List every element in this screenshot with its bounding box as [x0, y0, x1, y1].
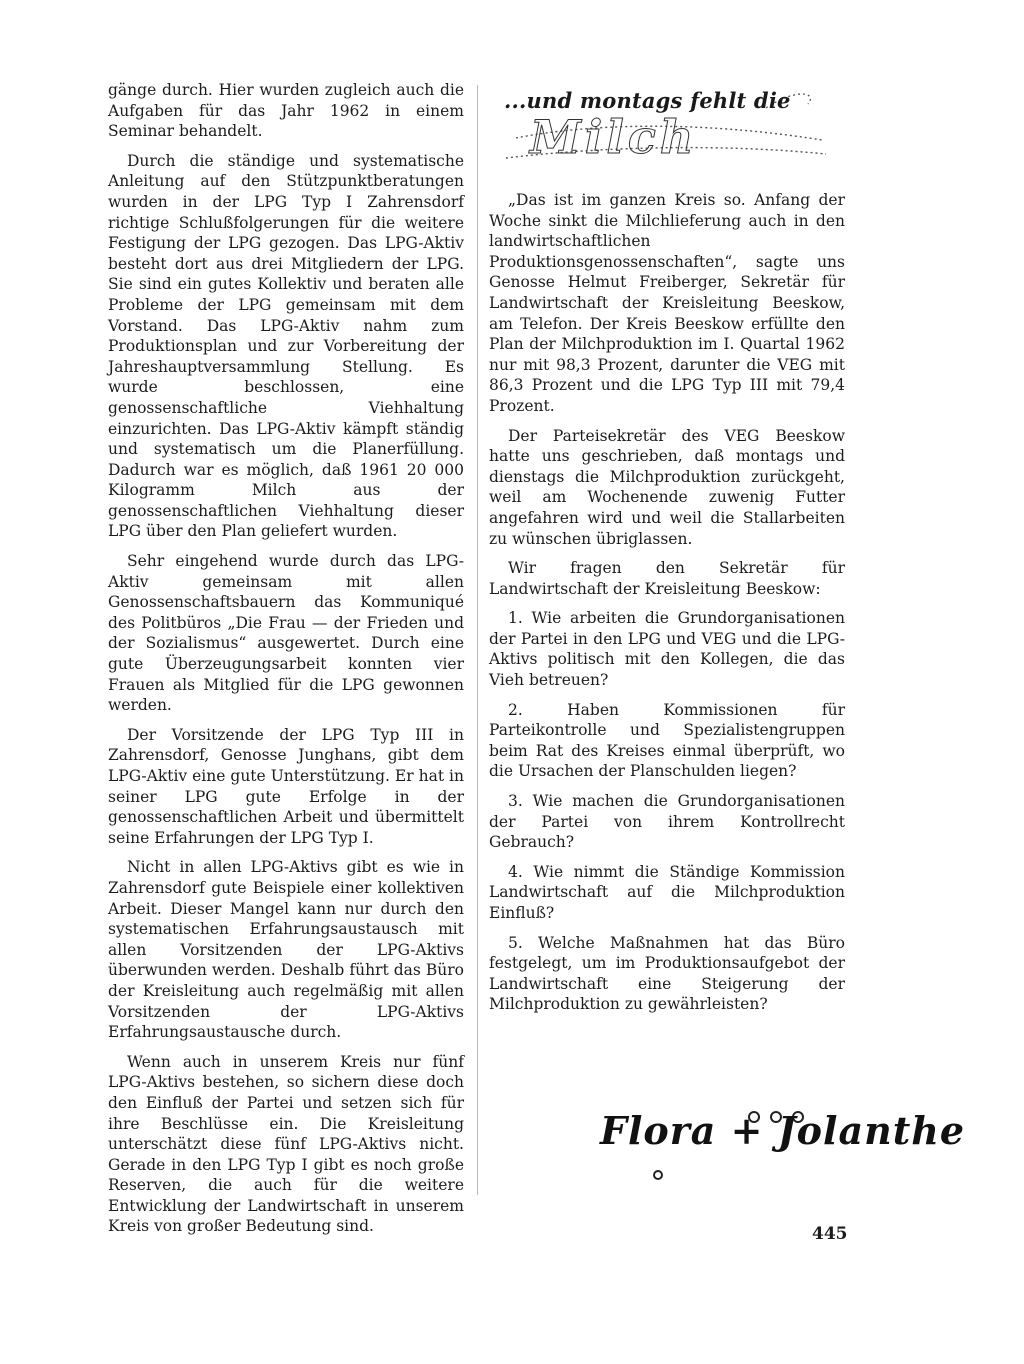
script-headline-word: Milch: [530, 110, 698, 164]
question-item: 2. Haben Kommissionen für Parteikontrolle und Spezialistengruppen beim Rat des Kreises einmal überprüft, wo die Ursachen der Planschulden liegen?: [489, 700, 845, 781]
article-heading: [496, 80, 836, 170]
question-item: 5. Welche Maßnahmen hat das Büro festgelegt, um im Produktionsaufgebot der Landwirtschaft eine Steigerung der Milchproduktion zu gewährleisten?: [489, 933, 845, 1014]
paragraph: Durch die ständige und systematische Anleitung auf den Stützpunktberatungen wurden in der LPG Typ I Zahrensdorf richtige Schlußfolgerungen für die weitere Festigung der LPG gezogen. Das LPG-Aktiv besteht dort aus drei Mitgliedern der LPG. Sie sind ein gutes Kollektiv und beraten alle Probleme der LPG gemeinsam mit dem Vorstand. Das LPG-Aktiv nahm zum Produktionsplan und zur Vorbereitung der Jahreshauptversammlung Stellung. Es wurde beschlossen, eine genossenschaftliche Viehhaltung einzurichten. Das LPG-Aktiv kämpft ständig und systematisch um die Planerfüllung. Dadurch war es möglich, daß 1961 20 000 Kilogramm Milch aus der genossenschaftlichen Viehhaltung dieser LPG über den Plan geliefert wurden.: [108, 151, 464, 541]
question-item: 1. Wie arbeiten die Grundorganisationen der Partei in den LPG und VEG und die LPG-Aktivs politisch mit den Kollegen, die das Vieh betreuen?: [489, 609, 845, 690]
paragraph: gänge durch. Hier wurden zugleich auch die Aufgaben für das Jahr 1962 in einem Seminar behandelt.: [108, 81, 464, 141]
paragraph: Der Parteisekretär des VEG Beeskow hatte uns geschrieben, daß montags und dienstags die Milchproduktion zurückgeht, weil am Wochenende zuwenig Futter angefahren wird und weil die Stallarbeiten zu wünschen übriglassen.: [489, 426, 845, 548]
author-signature: Flora + Jolanthe: [600, 1108, 966, 1153]
question-item: 4. Wie nimmt die Ständige Kommission Landwirtschaft auf die Milchproduktion Einfluß?: [489, 862, 845, 922]
paragraph: Sehr eingehend wurde durch das LPG-Aktiv gemeinsam mit allen Genossenschaftsbauern das Kommuniqué des Politbüros „Die Frau — der Frieden und der Sozialismus“ ausgewertet. Durch eine gute Überzeugungsarbeit konnten vier Frauen als Mitglied für die LPG gewonnen werden.: [108, 552, 464, 715]
column-divider: [477, 85, 478, 1195]
headline: ...und montags fehlt die: [504, 88, 791, 113]
question-item: 3. Wie machen die Grundorganisationen der Partei von ihrem Kontrollrecht Gebrauch?: [489, 792, 845, 852]
page-number: 445: [812, 1224, 848, 1244]
paragraph: Wenn auch in unserem Kreis nur fünf LPG-Aktivs bestehen, so sichern diese doch den Einfluß der Partei und setzen sich für ihre Beschlüsse ein. Die Kreisleitung unterschätzt diese fünf LPG-Aktivs nicht. Gerade in den LPG Typ I gibt es noch große Reserven, die auch für die weitere Entwicklung der Landwirtschaft in unserem Kreis von großer Bedeutung sind.: [108, 1052, 464, 1236]
paragraph: Wir fragen den Sekretär für Landwirtschaft der Kreisleitung Beeskow:: [489, 559, 845, 598]
left-article-column: [108, 80, 464, 1246]
paragraph: „Das ist im ganzen Kreis so. Anfang der Woche sinkt die Milchlieferung auch in den landwirtschaftlichen Produktionsgenossenschaften“, sagte uns Genosse Helmut Freiberger, Sekretär für Landwirtschaft der Kreisleitung Beeskow, am Telefon. Der Kreis Beeskow erfüllte den Plan der Milchproduktion im I. Quartal 1962 nur mit 98,3 Prozent, darunter die VEG mit 86,3 Prozent und die LPG Typ III mit 79,4 Prozent.: [489, 191, 845, 415]
right-article-column: [489, 190, 845, 1024]
paragraph: Nicht in allen LPG-Aktivs gibt es wie in Zahrensdorf gute Beispiele einer kollektiven Arbeit. Dieser Mangel kann nur durch den systematischen Erfahrungsaustausch mit allen Vorsitzenden der LPG-Aktivs überwunden werden. Deshalb führt das Büro der Kreisleitung auch regelmäßig mit allen Vorsitzenden der LPG-Aktivs Erfahrungsaustausche durch.: [108, 858, 464, 1042]
paragraph: Der Vorsitzende der LPG Typ III in Zahrensdorf, Genosse Junghans, gibt dem LPG-Aktiv eine gute Unterstützung. Er hat in seiner LPG gute Erfolge in der genossenschaftlichen Arbeit und übermittelt seine Erfahrungen der LPG Typ I.: [108, 725, 464, 847]
